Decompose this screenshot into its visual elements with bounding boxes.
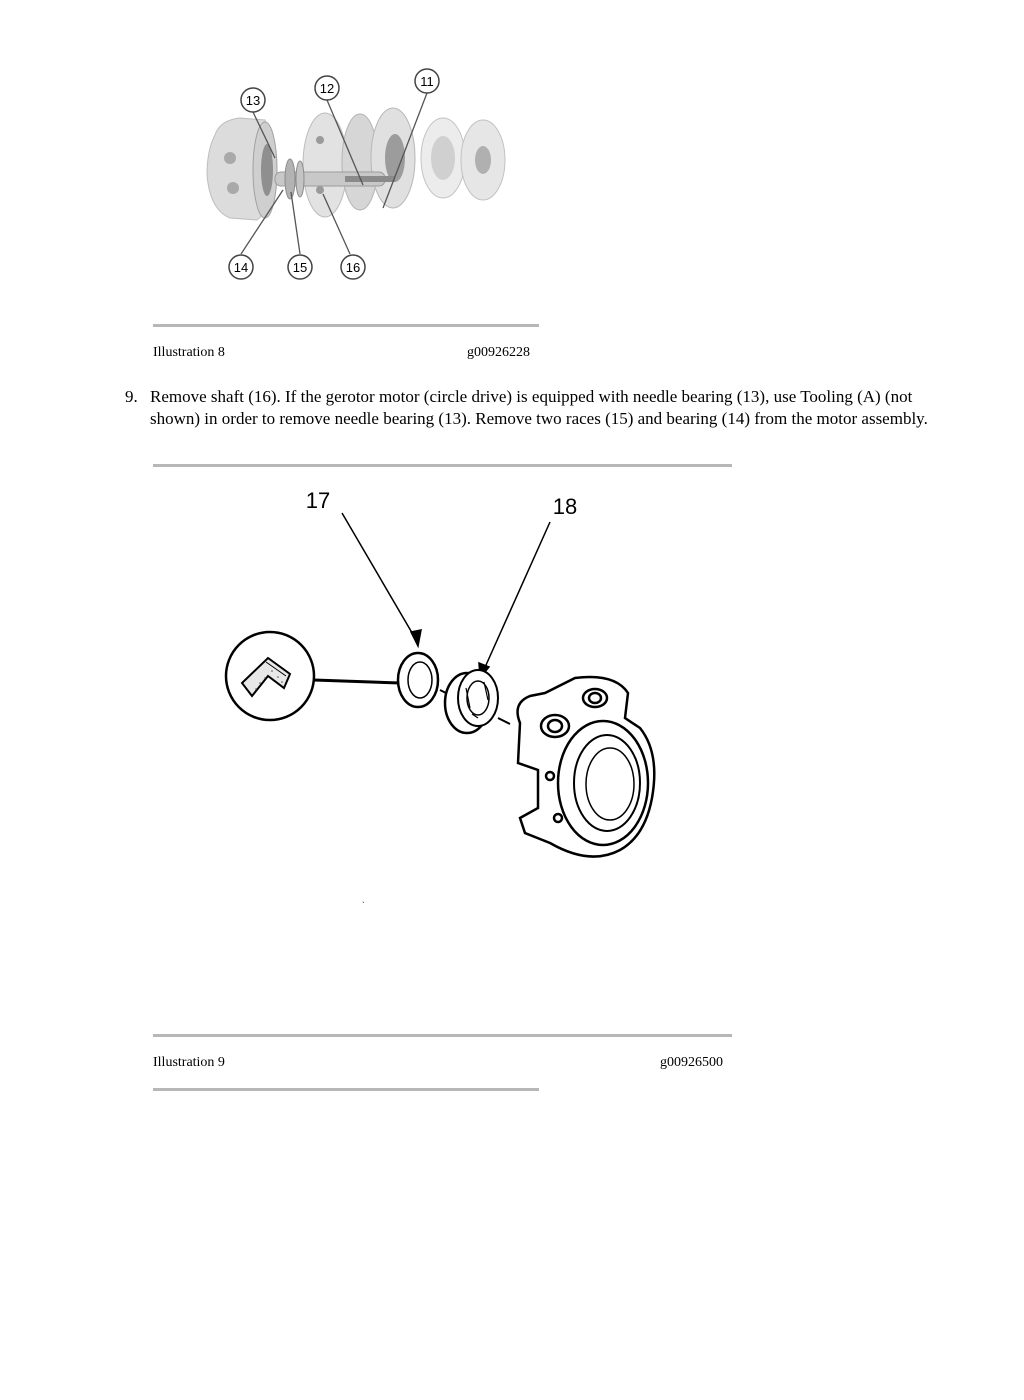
svg-text:16: 16 <box>345 260 361 275</box>
svg-text:15: 15 <box>292 260 308 275</box>
callout-11 <box>415 69 439 93</box>
svg-text:11: 11 <box>420 74 434 89</box>
callout-17: 17 <box>305 488 331 513</box>
callout-12 <box>315 76 339 100</box>
figure-9-caption-label: Illustration 9 <box>153 1055 225 1070</box>
callout-13 <box>241 88 265 112</box>
figure-9-caption-id: g00926500 <box>660 1055 723 1070</box>
motor-plates <box>303 108 505 217</box>
figure-9-bottom-divider <box>153 1088 539 1091</box>
figure-8-caption-label: Illustration 8 <box>153 345 225 360</box>
step-text: Remove shaft (16). If the gerotor motor (circle drive) is equipped with needle bearing (13), use Tooling (A) (not shown) in order to remove needle bearing (13). Remove two races (15) and bearing (14) from the motor assembly. <box>150 387 928 428</box>
svg-text:14: 14 <box>233 260 249 275</box>
figure-8-divider <box>153 324 539 327</box>
bearing-18 <box>445 670 498 733</box>
illustration-9-image <box>220 478 670 918</box>
step-number: 9. <box>125 387 138 406</box>
illustration-8-image <box>195 60 535 295</box>
seal-17 <box>398 653 438 707</box>
callout-15 <box>288 255 312 279</box>
figure-9-top-divider <box>153 464 732 467</box>
callout-16 <box>341 255 365 279</box>
callout-18: 18 <box>552 494 578 519</box>
figure-8-caption-id: g00926228 <box>467 345 530 360</box>
figure-9-divider <box>153 1034 732 1037</box>
stray-mark: ` <box>362 901 365 910</box>
callout-14 <box>229 255 253 279</box>
svg-text:13: 13 <box>245 93 261 108</box>
motor-housing <box>207 118 277 220</box>
seal-detail-view <box>226 632 400 720</box>
svg-text:12: 12 <box>319 81 335 96</box>
arrows <box>342 513 550 678</box>
motor-housing-drawing <box>518 677 655 857</box>
